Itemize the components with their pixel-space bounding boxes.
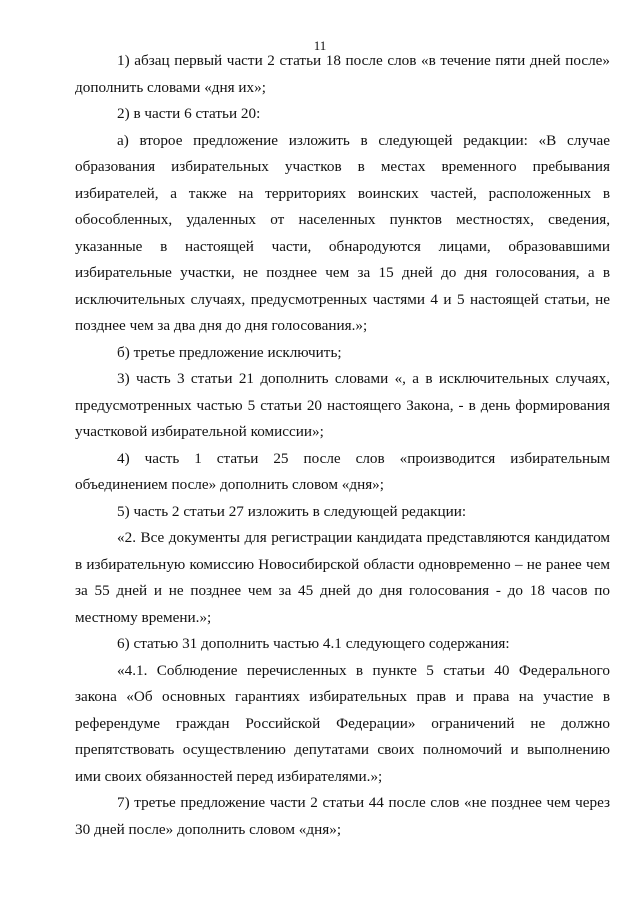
paragraph-1: 1) абзац первый части 2 статьи 18 после слов «в течение пяти дней после» дополнить словами «дня их»; — [75, 52, 610, 96]
paragraph-2a: а) второе предложение изложить в следующей редакции: «В случае образования избирательных участков в местах временного пребывания избирателей, а также на территориях воинских частей, расположенных в обособленных, удаленных от населенных пунктов местностях, сведения, указанные в настоящей части, обнародуются лицами, образовавшими избирательные участки, не позднее чем за 15 дней до дня голосования, а в исключительных случаях, предусмотренных частями 4 и 5 настоящей статьи, не позднее чем за два дня до дня голосования.»; — [75, 131, 610, 334]
paragraph-6-quote: «4.1. Соблюдение перечисленных в пункте 5 статьи 40 Федерального закона «Об основных гарантиях избирательных прав и права на участие в референдуме граждан Российской Федерации» ограничений не должно препятствовать осуществлению депутатами своих полномочий и выполнению ими своих обязанностей перед избирателями.»; — [75, 661, 610, 785]
paragraph-2: 2) в части 6 статьи 20: — [117, 105, 261, 122]
paragraph-7: 7) третье предложение части 2 статьи 44 после слов «не позднее чем через 30 дней после» дополнить словом «дня»; — [75, 794, 610, 838]
paragraph-4: 4) часть 1 статьи 25 после слов «производится избирательным объединением после» дополнить словом «дня»; — [75, 449, 610, 493]
document-body — [75, 48, 610, 843]
paragraph-5-quote: «2. Все документы для регистрации кандидата представляются кандидатом в избирательную комиссию Новосибирской области одновременно – не ранее чем за 55 дней и не позднее чем за 45 дней до дня голосования - до 18 часов по местному времени.»; — [75, 529, 610, 626]
paragraph-6: 6) статью 31 дополнить частью 4.1 следующего содержания: — [117, 635, 510, 652]
paragraph-5: 5) часть 2 статьи 27 изложить в следующей редакции: — [117, 502, 467, 520]
paragraph-2b: б) третье предложение исключить; — [117, 343, 342, 361]
page-number: 11 — [313, 38, 327, 53]
paragraph-3: 3) часть 3 статьи 21 дополнить словами «, а в исключительных случаях, предусмотренных частью 5 статьи 20 настоящего Закона, - в день формирования участковой избирательной комиссии»; — [75, 370, 610, 440]
